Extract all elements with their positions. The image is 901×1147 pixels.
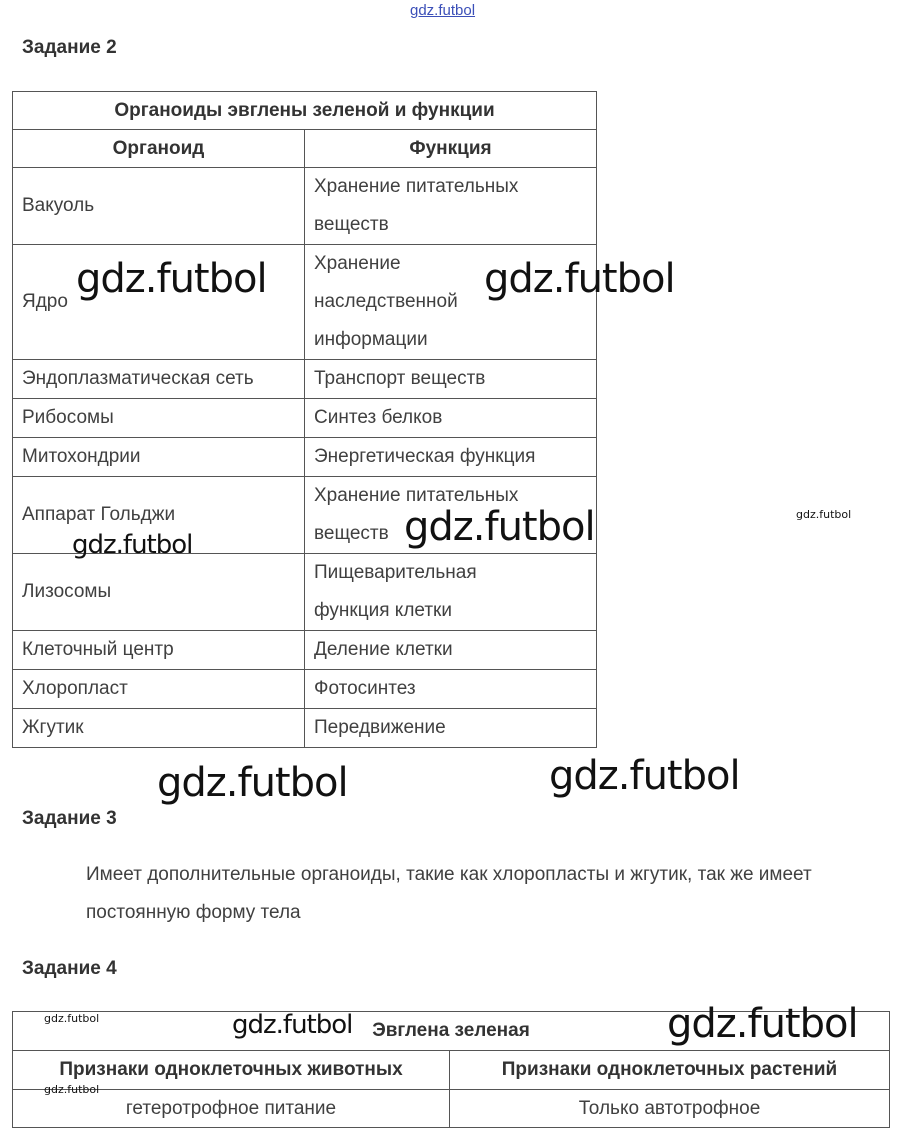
- table-row: [13, 1090, 890, 1128]
- organoid-cell: Жгутик: [13, 709, 305, 748]
- function-cell: Энергетическая функция: [305, 438, 597, 477]
- table-row: [13, 168, 597, 245]
- watermark: gdz.futbol: [667, 1001, 858, 1047]
- function-cell: Фотосинтез: [305, 670, 597, 709]
- organoid-cell: Аппарат Гольджи: [13, 477, 305, 554]
- table-row: [13, 709, 597, 748]
- function-cell: Хранение питательных веществ: [305, 168, 597, 245]
- table-title-row: [13, 92, 597, 130]
- column-header-animals: Признаки одноклеточных животных: [13, 1051, 450, 1090]
- function-cell: Передвижение: [305, 709, 597, 748]
- column-header-function: Функция: [305, 130, 597, 168]
- watermark: gdz.futbol: [44, 1012, 100, 1025]
- task4-heading: Задание 4: [22, 958, 117, 979]
- table-row: [13, 360, 597, 399]
- table-title: Эвглена зеленая: [13, 1012, 890, 1051]
- column-header-organoid: Органоид: [13, 130, 305, 168]
- table-header-row: [13, 1051, 890, 1090]
- site-link[interactable]: gdz.futbol: [410, 2, 476, 19]
- function-cell: Транспорт веществ: [305, 360, 597, 399]
- task2-heading: Задание 2: [22, 37, 117, 58]
- watermark: gdz.futbol: [232, 1010, 353, 1040]
- table-row: [13, 399, 597, 438]
- watermark: gdz.futbol: [72, 530, 193, 560]
- function-cell: Синтез белков: [305, 399, 597, 438]
- watermark: gdz.futbol: [76, 256, 267, 302]
- function-cell: Хранение наследственной информации: [305, 245, 597, 360]
- organoid-cell: Эндоплазматическая сеть: [13, 360, 305, 399]
- table-title: Органоиды эвглены зеленой и функции: [13, 92, 597, 130]
- task3-answer: Имеет дополнительные органоиды, такие как хлоропласты и жгутик, так же имеет постоянную форму тела: [86, 864, 812, 923]
- watermark: gdz.futbol: [44, 1083, 100, 1096]
- table-row: [13, 554, 597, 631]
- plants-trait-cell: Только автотрофное: [450, 1090, 890, 1128]
- watermark: gdz.futbol: [796, 508, 852, 521]
- task3-heading: Задание 3: [22, 808, 117, 829]
- table-row: [13, 631, 597, 670]
- watermark: gdz.futbol: [157, 760, 348, 806]
- function-cell: Хранение питательных веществ: [305, 477, 597, 554]
- watermark: gdz.futbol: [549, 753, 740, 799]
- organoid-cell: Хлоропласт: [13, 670, 305, 709]
- watermark: gdz.futbol: [484, 256, 675, 302]
- organoid-cell: Ядро: [13, 245, 305, 360]
- organoid-cell: Лизосомы: [13, 554, 305, 631]
- table-row: [13, 670, 597, 709]
- table-header-row: [13, 130, 597, 168]
- organoid-cell: Митохондрии: [13, 438, 305, 477]
- function-cell: Пищеварительная функция клетки: [305, 554, 597, 631]
- table-row: [13, 438, 597, 477]
- organoids-table: [12, 91, 597, 748]
- function-cell: Деление клетки: [305, 631, 597, 670]
- organoid-cell: Вакуоль: [13, 168, 305, 245]
- organoid-cell: Клеточный центр: [13, 631, 305, 670]
- organoid-cell: Рибосомы: [13, 399, 305, 438]
- watermark: gdz.futbol: [404, 504, 595, 550]
- animals-trait-cell: гетеротрофное питание: [13, 1090, 450, 1128]
- column-header-plants: Признаки одноклеточных растений: [450, 1051, 890, 1090]
